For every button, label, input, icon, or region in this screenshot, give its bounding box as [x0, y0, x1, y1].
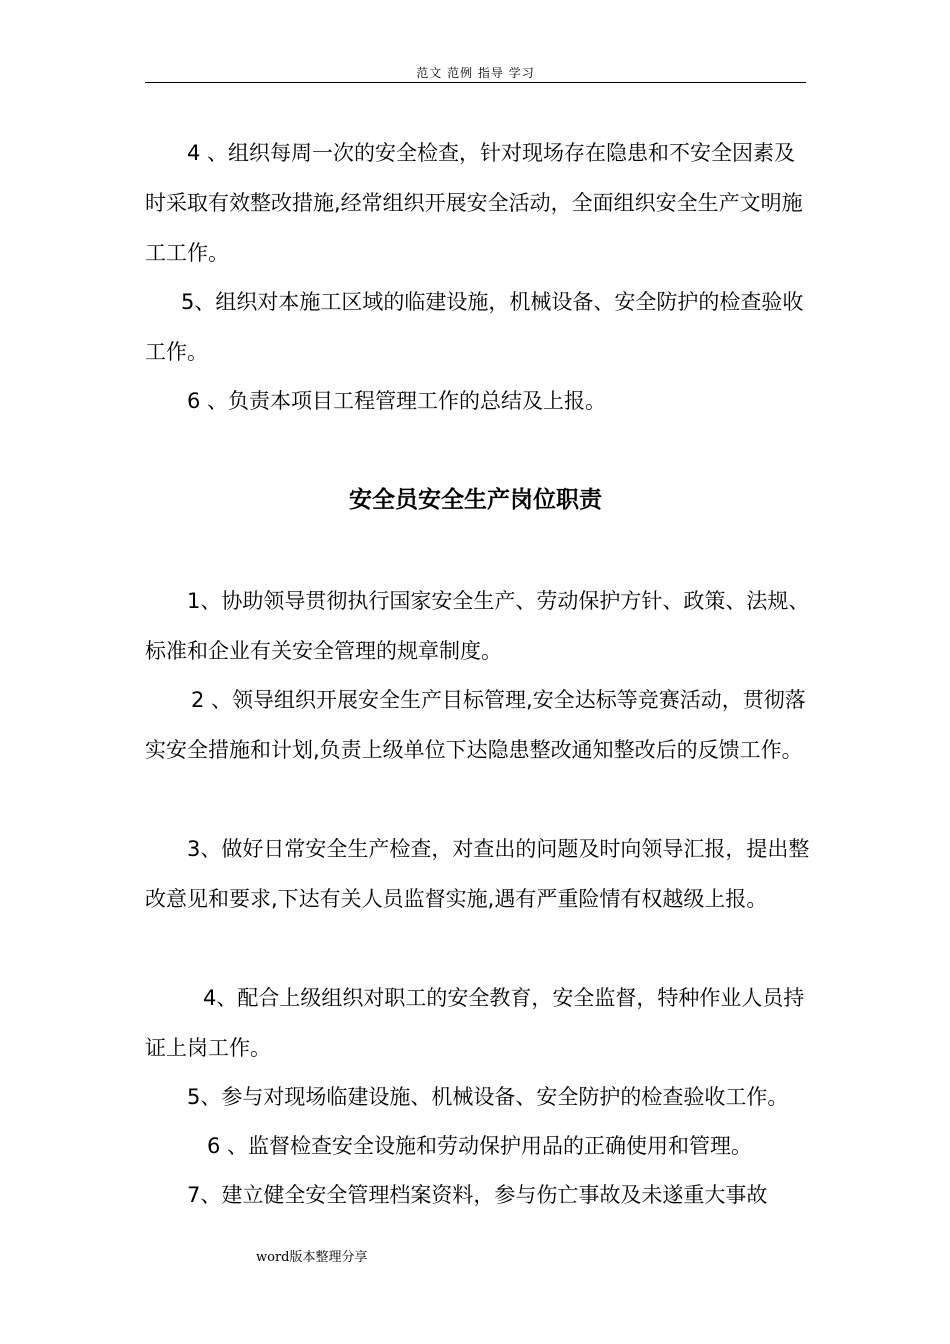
duty-paragraph-5: 5、参与对现场临建设施、机械设备、安全防护的检查验收工作。: [187, 1085, 789, 1109]
duty-paragraph-6: 6 、监督检查安全设施和劳动保护用品的正确使用和管理。: [207, 1134, 753, 1158]
duty-paragraph-4: 4、配合上级组织对职工的安全教育，安全监督，特种作业人员持证上岗工作。: [145, 986, 805, 1060]
duty-paragraph-2: 2 、领导组织开展安全生产目标管理,安全达标等竞赛活动，贯彻落实安全措施和计划,负责上级单位下达隐患整改通知整改后的反馈工作。: [145, 688, 806, 762]
header-divider: [145, 82, 806, 83]
duty-paragraph-1: 1、协助领导贯彻执行国家安全生产、劳动保护方针、政策、法规、标准和企业有关安全管理的规章制度。: [145, 589, 810, 663]
duty-paragraph-7: 7、建立健全安全管理档案资料，参与伤亡事故及未遂重大事故: [187, 1183, 768, 1207]
paragraph-6: 6 、负责本项目工程管理工作的总结及上报。: [187, 389, 607, 413]
duty-paragraph-3: 3、做好日常安全生产检查，对查出的问题及时向领导汇报，提出整改意见和要求,下达有关人员监督实施,遇有严重险情有权越级上报。: [145, 837, 810, 911]
paragraph-4: 4 、组织每周一次的安全检查，针对现场存在隐患和不安全因素及时采取有效整改措施,经常组织开展安全活动，全面组织安全生产文明施工工作。: [145, 141, 803, 265]
page-header: 范文 范例 指导 学习: [416, 66, 535, 80]
page-footer: word版本整理分享: [256, 1250, 368, 1265]
section-title: 安全员安全生产岗位职责: [349, 487, 602, 513]
paragraph-5: 5、组织对本施工区域的临建设施，机械设备、安全防护的检查验收工作。: [145, 290, 804, 364]
